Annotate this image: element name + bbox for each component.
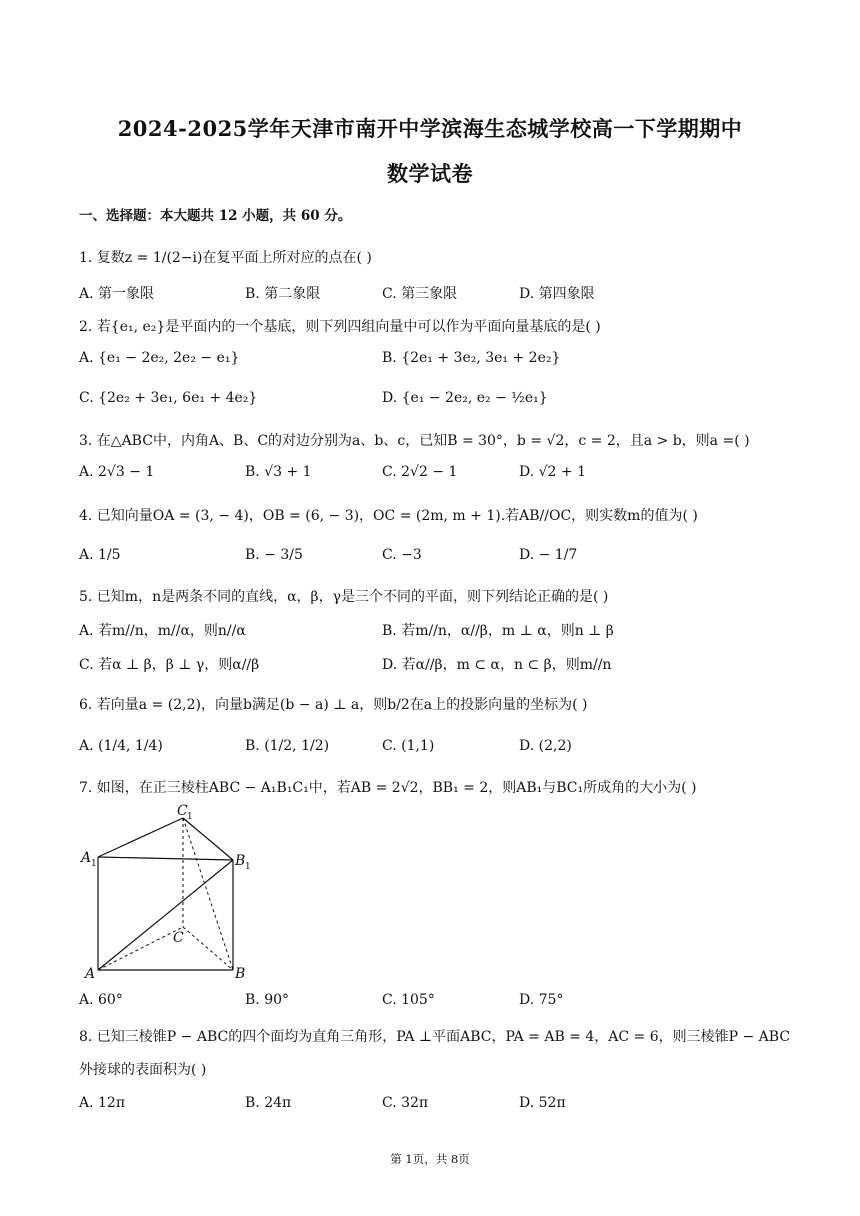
q8-option-b: B. 24π	[245, 1095, 292, 1111]
question-2-stem: 2. 若{e₁, e₂}是平面内的一个基底，则下列四组向量中可以作为平面向量基底的是( )	[79, 319, 601, 335]
q3-option-b: B. √3 + 1	[245, 464, 312, 480]
question-6-stem: 6. 若向量a = (2,2)，向量b满足(b − a) ⊥ a，则b/2在a上的投影向量的坐标为( )	[79, 697, 588, 713]
q1-option-b: B. 第二象限	[245, 286, 321, 302]
question-4-stem: 4. 已知向量OA = (3, − 4)，OB = (6, − 3)，OC = (2m, m + 1).若AB//OC，则实数m的值为( )	[79, 508, 698, 524]
q2-option-a: A. {e₁ − 2e₂, 2e₂ − e₁}	[79, 350, 240, 366]
q7-option-c: C. 105°	[382, 992, 435, 1008]
q8-option-a: A. 12π	[79, 1095, 126, 1111]
edge-a1c1	[98, 818, 183, 857]
question-8-stem: 8. 已知三棱锥P − ABC的四个面均为直角三角形，PA ⊥平面ABC，PA = AB = 4，AC = 6，则三棱锥P − ABC	[79, 1029, 791, 1045]
q1-option-c: C. 第三象限	[382, 286, 458, 302]
question-3-stem: 3. 在△ABC中，内角A、B、C的对边分别为a、b、c，已知B = 30°，b = √2，c = 2，且a > b，则a =( )	[79, 433, 750, 449]
section-heading: 一、选择题：本大题共 12 小题，共 60 分。	[79, 208, 352, 224]
label-c1-sub: 1	[187, 812, 193, 822]
edge-ac	[98, 927, 183, 970]
edge-a1b1	[98, 857, 233, 860]
exam-subtitle: 数学试卷	[387, 161, 473, 186]
segment-ab1	[98, 860, 233, 970]
q2-option-c: C. {2e₂ + 3e₁, 6e₁ + 4e₂}	[79, 390, 258, 406]
q1-option-d: D. 第四象限	[519, 286, 595, 302]
q1-option-a: A. 第一象限	[79, 286, 155, 302]
label-a: A	[85, 966, 96, 982]
q5-option-a: A. 若m//n，m//α，则n//α	[79, 623, 246, 639]
q3-option-d: D. √2 + 1	[519, 464, 586, 480]
edge-c1b1	[183, 818, 233, 860]
exam-title: 2024-2025学年天津市南开中学滨海生态城学校高一下学期期中	[117, 116, 743, 141]
label-c1: C	[177, 803, 188, 819]
q2-option-d: D. {e₁ − 2e₂, e₂ − ½e₁}	[382, 390, 548, 406]
q3-option-a: A. 2√3 − 1	[79, 464, 155, 480]
q6-option-d: D. (2,2)	[519, 738, 572, 754]
q7-option-d: D. 75°	[519, 992, 564, 1008]
question-1-stem: 1. 复数z = 1/(2−i)在复平面上所对应的点在( )	[79, 250, 372, 266]
q5-option-c: C. 若α ⊥ β，β ⊥ γ，则α//β	[79, 657, 260, 673]
label-a1: A	[81, 850, 92, 866]
label-b1: B	[235, 853, 246, 869]
prism-figure	[78, 800, 258, 985]
q4-option-a: A. 1/5	[79, 547, 121, 563]
q8-option-c: C. 32π	[382, 1095, 429, 1111]
q6-option-c: C. (1,1)	[382, 738, 435, 754]
q4-option-c: C. −3	[382, 547, 422, 563]
question-8-stem-continued: 外接球的表面积为( )	[79, 1062, 207, 1078]
question-5-stem: 5. 已知m，n是两条不同的直线，α，β，γ是三个不同的平面，则下列结论正确的是( )	[79, 589, 609, 605]
q4-option-d: D. − 1/7	[519, 547, 578, 563]
q4-option-b: B. − 3/5	[245, 547, 303, 563]
page-footer: 第 1页，共 8页	[390, 1152, 470, 1166]
q5-option-b: B. 若m//n，α//β，m ⊥ α，则n ⊥ β	[382, 623, 614, 639]
question-7-stem: 7. 如图，在正三棱柱ABC − A₁B₁C₁中，若AB = 2√2，BB₁ = 2，则AB₁与BC₁所成角的大小为( )	[79, 780, 697, 796]
label-b: B	[235, 966, 246, 982]
q7-option-b: B. 90°	[245, 992, 290, 1008]
label-a1-sub: 1	[91, 859, 97, 869]
q8-option-d: D. 52π	[519, 1095, 566, 1111]
q3-option-c: C. 2√2 − 1	[382, 464, 458, 480]
label-b1-sub: 1	[245, 862, 251, 872]
q5-option-d: D. 若α//β，m ⊂ α，n ⊂ β，则m//n	[382, 657, 612, 673]
label-c: C	[173, 930, 184, 946]
q6-option-a: A. (1/4, 1/4)	[79, 738, 163, 754]
q2-option-b: B. {2e₁ + 3e₂, 3e₁ + 2e₂}	[382, 350, 561, 366]
q7-option-a: A. 60°	[79, 992, 123, 1008]
edge-cb	[183, 927, 233, 970]
q6-option-b: B. (1/2, 1/2)	[245, 738, 330, 754]
